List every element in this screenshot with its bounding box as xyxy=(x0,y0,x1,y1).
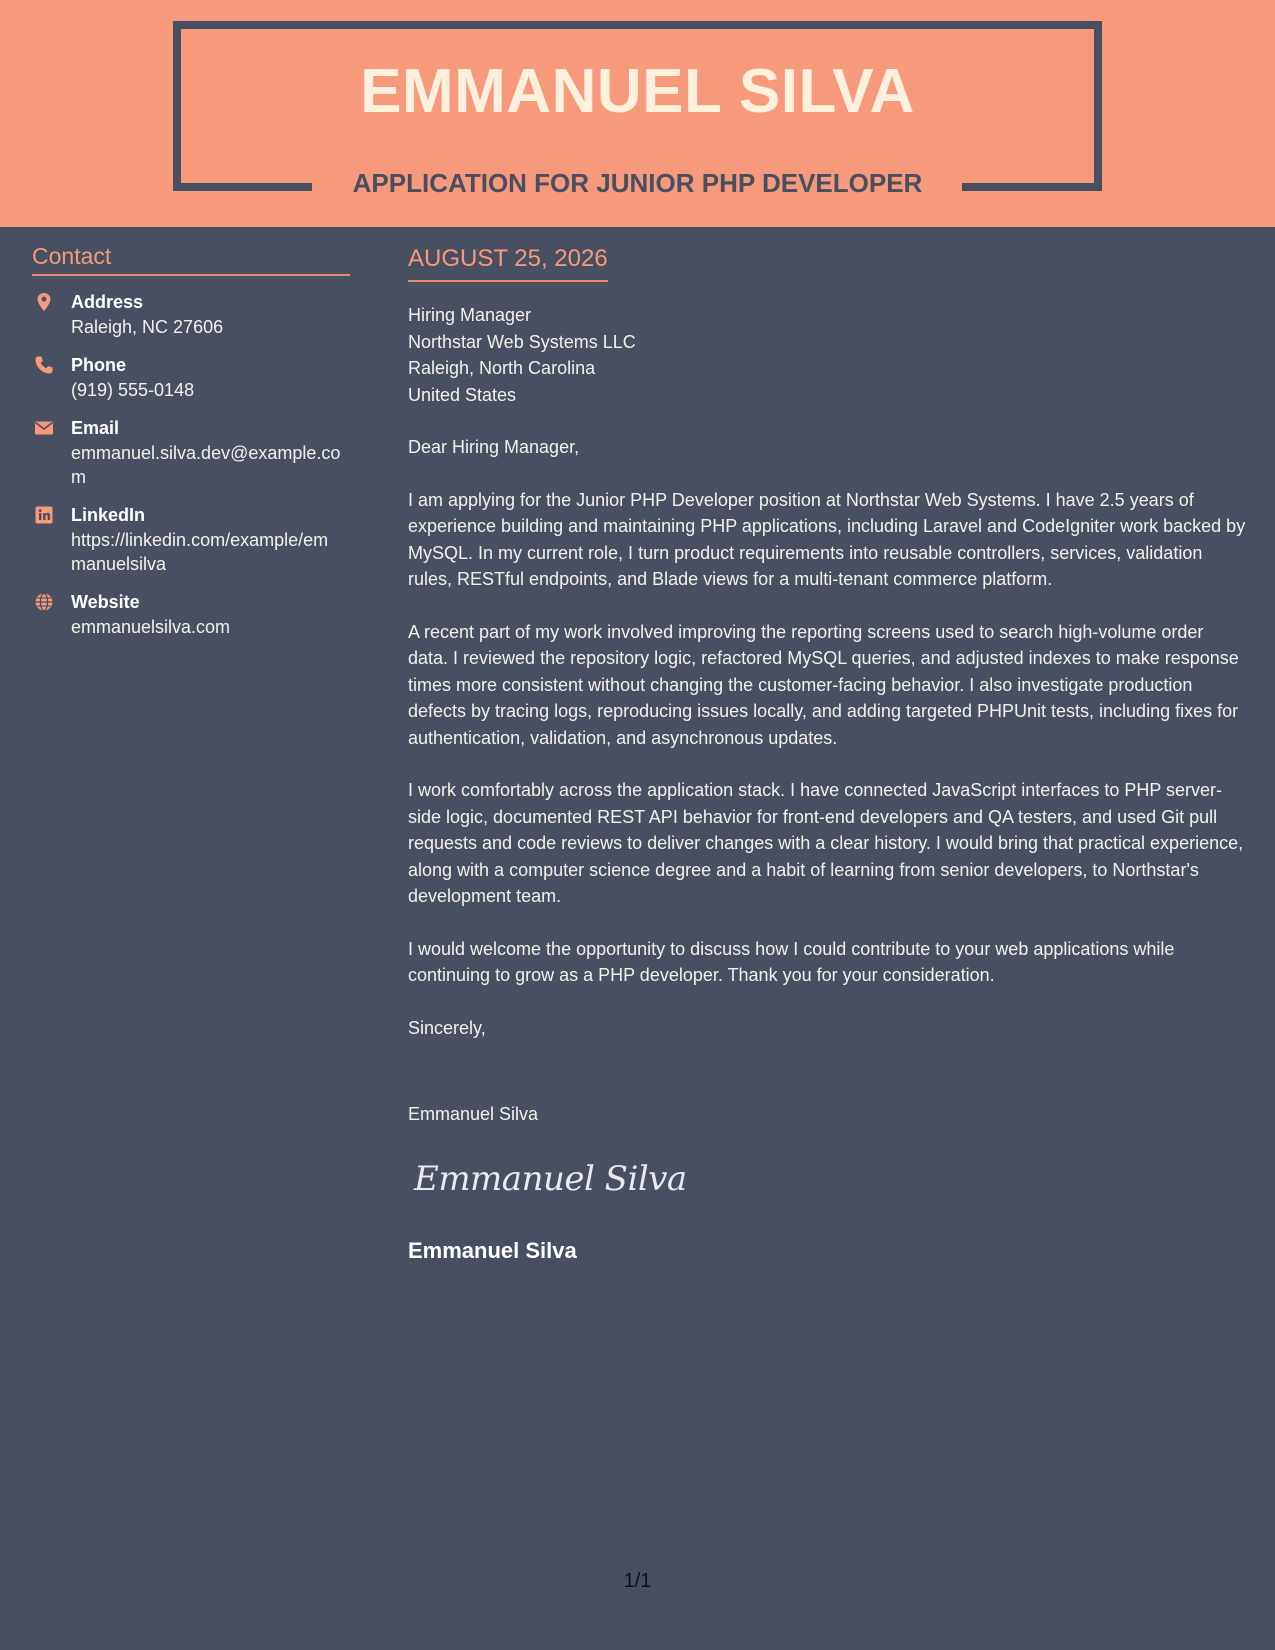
handwritten-signature: Emmanuel Silva xyxy=(414,1158,687,1199)
contact-label: Email xyxy=(71,418,120,438)
contact-value: emmanuel.silva.dev@example.com xyxy=(71,443,341,487)
body-paragraph: I would welcome the opportunity to discuss how I could contribute to your web applications while continuing to grow as a PHP developer. Thank you for your consideration. xyxy=(408,938,1175,985)
typed-name: Emmanuel Silva xyxy=(408,1104,539,1124)
application-title: APPLICATION FOR JUNIOR PHP DEVELOPER xyxy=(352,168,923,198)
linkedin-icon xyxy=(34,505,54,525)
contact-phone xyxy=(32,353,350,402)
phone-icon xyxy=(34,355,54,375)
contact-label: Phone xyxy=(71,355,127,375)
closing: Sincerely, xyxy=(408,1017,486,1038)
contact-address xyxy=(32,290,350,339)
body-paragraph: I am applying for the Junior PHP Developer position at Northstar Web Systems. I have 2.5 years of experience building and maintaining PHP applications, including Laravel and CodeIgniter work backed by MySQL. In my current role, I turn product requirements into reusable controllers, services, validation rules, RESTful endpoints, and Blade views for a multi-tenant commerce platform. xyxy=(408,489,1246,589)
letter-date: AUGUST 25, 2026 xyxy=(408,244,608,282)
contact-email xyxy=(32,416,350,489)
recipient-block xyxy=(408,302,1248,408)
recipient-line: Northstar Web Systems LLC xyxy=(408,331,636,352)
page-number: 1/1 xyxy=(623,1570,652,1592)
body-paragraph: I work comfortably across the application stack. I have connected JavaScript interfaces to PHP server-side logic, documented REST API behavior for front-end developers and QA testers, and used Git pull requests and code reviews to deliver changes with a clear history. I would bring that practical experience, along with a computer science degree and a habit of learning from senior developers, to Northstar's development team. xyxy=(408,780,1244,906)
contact-sidebar xyxy=(32,242,350,639)
recipient-line: United States xyxy=(408,384,517,405)
contact-website xyxy=(32,590,350,639)
signed-name: Emmanuel Silva xyxy=(408,1237,577,1263)
contact-label: LinkedIn xyxy=(71,505,146,525)
contact-linkedin xyxy=(32,503,350,576)
map-pin-icon xyxy=(34,292,54,312)
signature-spacer xyxy=(408,1041,1248,1101)
envelope-icon xyxy=(34,418,54,438)
salutation: Dear Hiring Manager, xyxy=(408,437,580,457)
contact-label: Address xyxy=(71,292,144,312)
contact-value: (919) 555-0148 xyxy=(71,380,195,400)
recipient-line: Hiring Manager xyxy=(408,305,532,325)
contact-heading: Contact xyxy=(32,242,350,276)
applicant-name: EMMANUEL SILVA xyxy=(360,57,915,126)
contact-value: https://linkedin.com/example/emmanuelsilva xyxy=(71,530,329,574)
header-banner xyxy=(0,0,1275,227)
frame-top-border xyxy=(173,21,1102,29)
contact-value: Raleigh, NC 27606 xyxy=(71,317,224,337)
globe-icon xyxy=(34,592,54,612)
contact-value: emmanuelsilva.com xyxy=(71,617,231,637)
body-paragraph: A recent part of my work involved improving the reporting screens used to search high-volume order data. I reviewed the repository logic, refactored MySQL queries, and adjusted indexes to make response times more consistent without changing the customer-facing behavior. I also investigate production defects by tracing logs, reproducing issues locally, and adding targeted PHPUnit tests, including fixes for authentication, validation, and asynchronous updates. xyxy=(408,621,1239,748)
recipient-line: Raleigh, North Carolina xyxy=(408,358,596,378)
contact-label: Website xyxy=(71,592,140,612)
letter-body xyxy=(408,244,1248,1264)
